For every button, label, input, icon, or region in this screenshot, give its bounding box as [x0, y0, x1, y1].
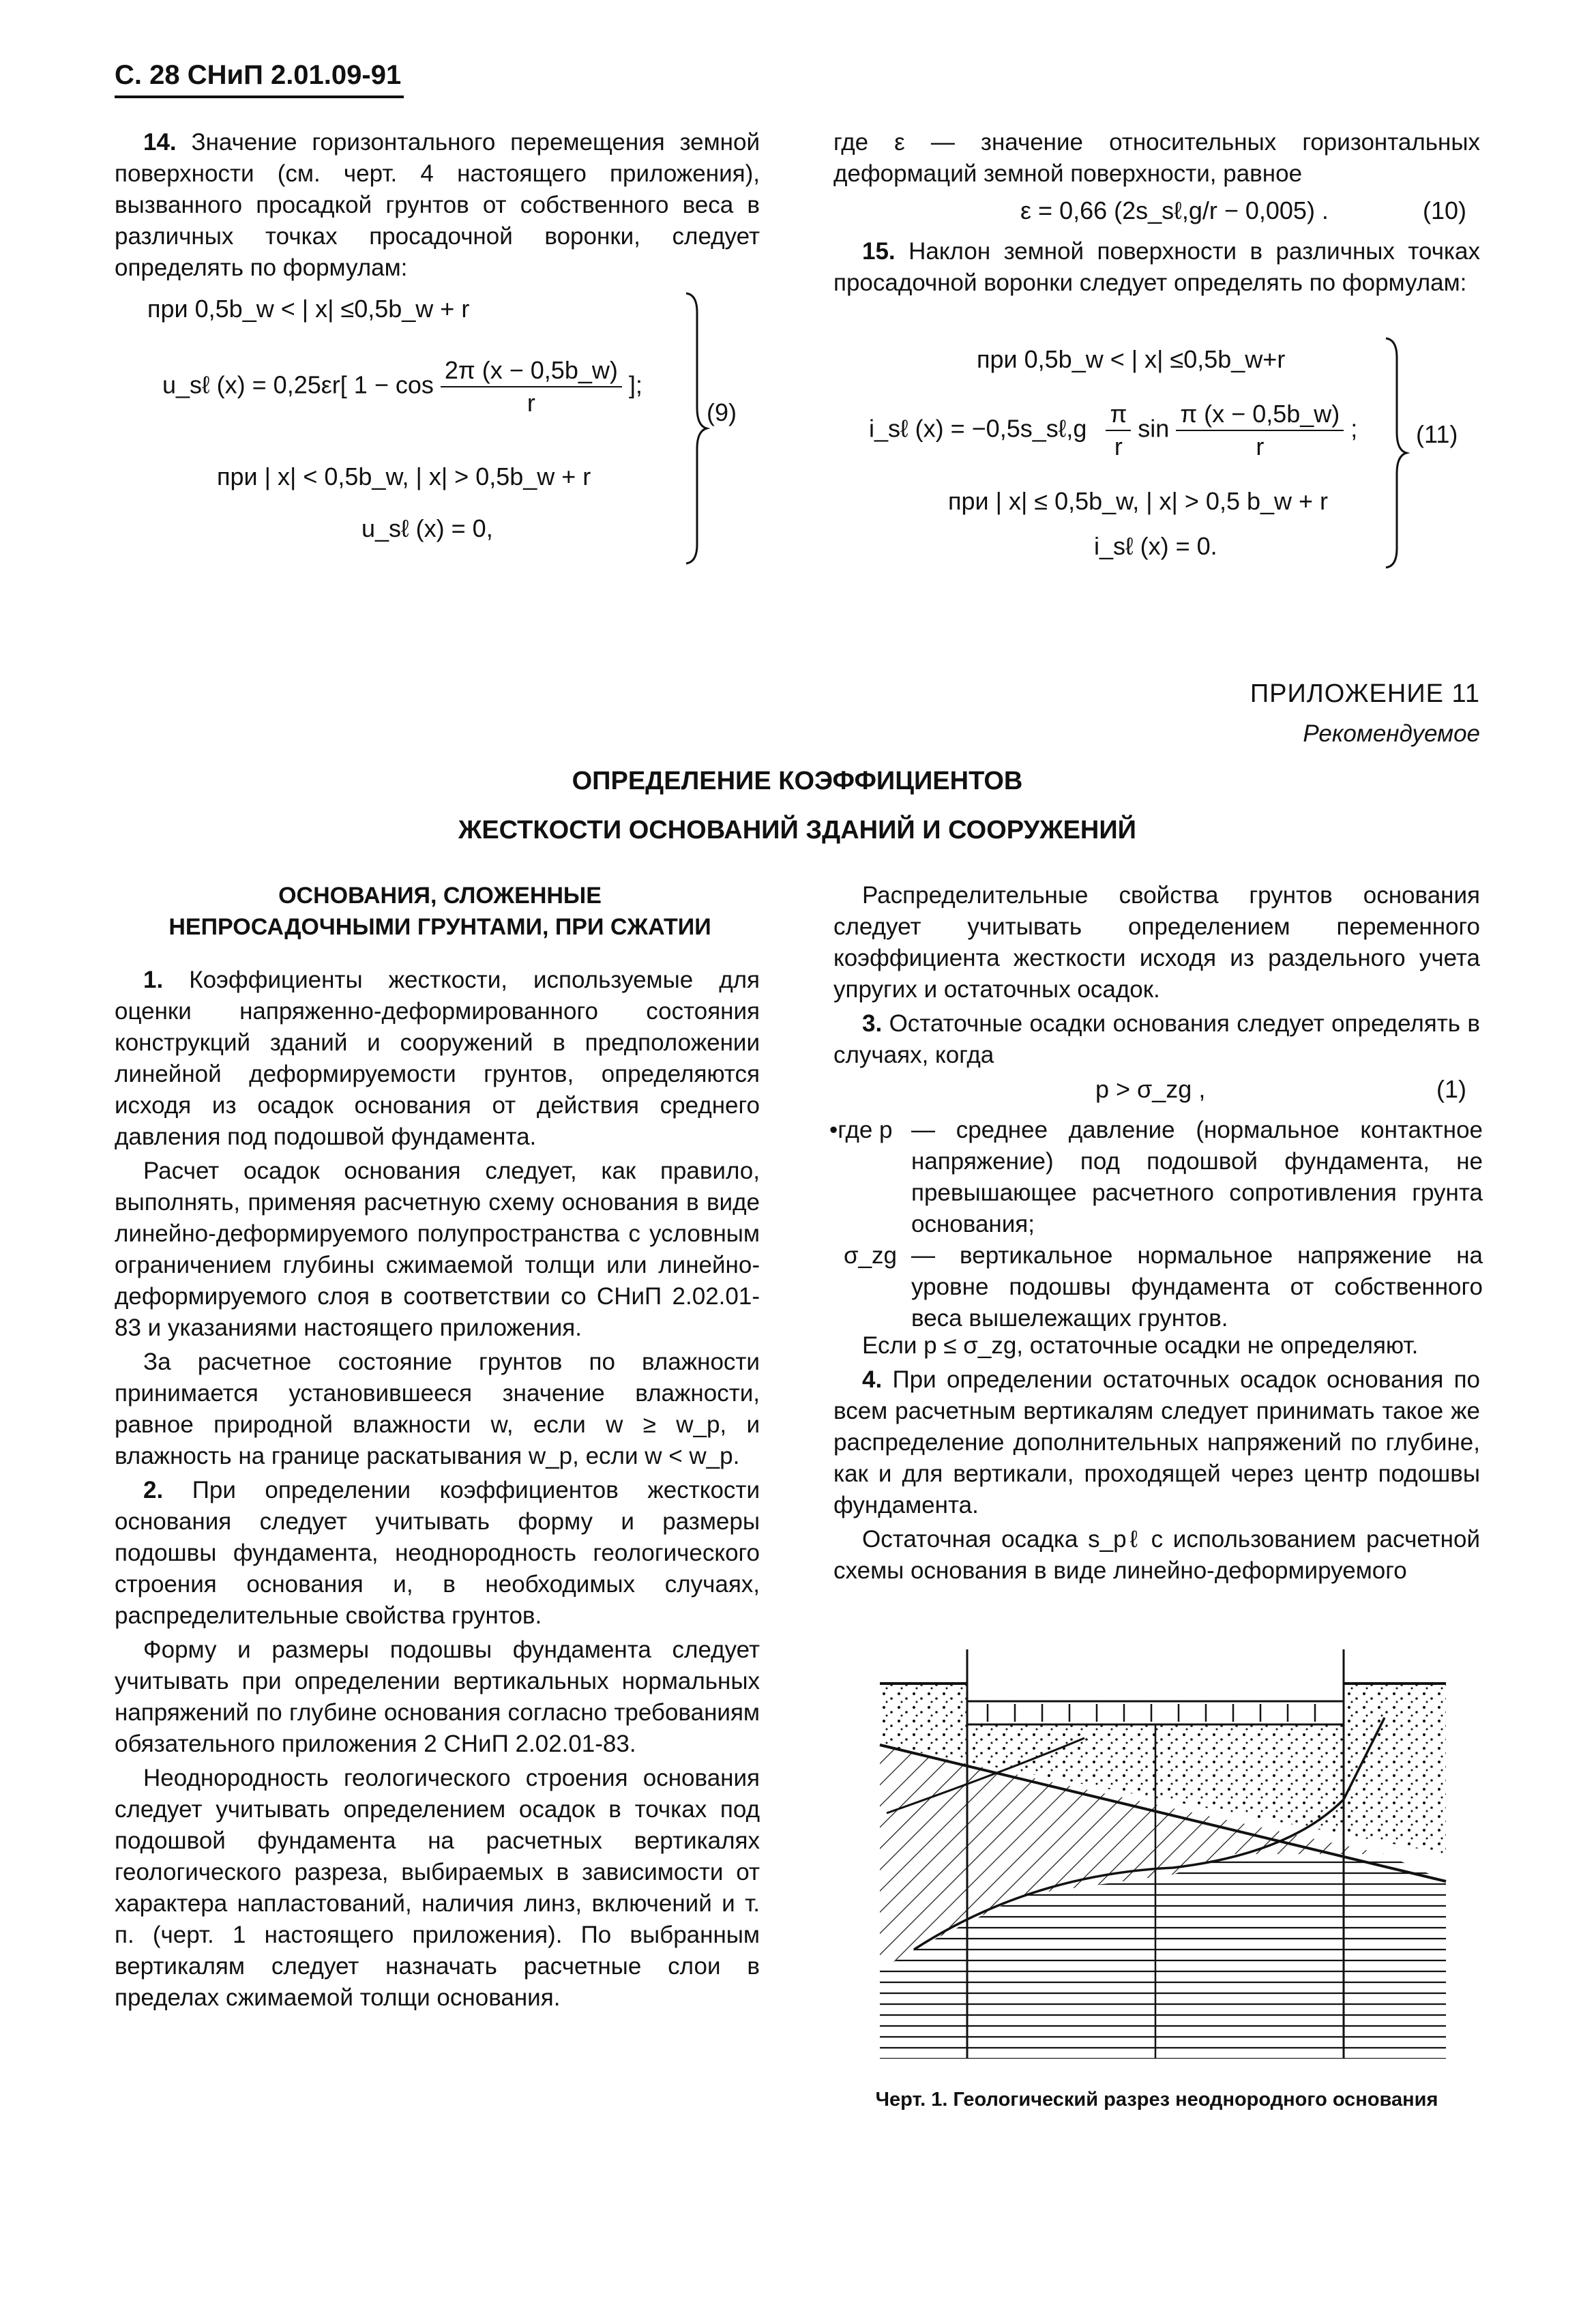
- formula-11-zero: [1094, 531, 1217, 562]
- paragraph-text: где ε — значение относительных горизонтальных деформаций земной поверхности, равное: [833, 129, 1480, 187]
- definition-text: — среднее давление (нормальное контактное напряжение) под подошвой фундамента, не превышающее расчетного сопротивления грунта основания;: [911, 1117, 1483, 1237]
- paragraph-number: 14.: [143, 129, 177, 156]
- formula-number: (11): [1416, 420, 1458, 448]
- left-column-body: [115, 965, 760, 2014]
- formula-11-condition-2: [948, 486, 1328, 517]
- formula-11-brace: [1383, 337, 1410, 569]
- paragraph-14: [115, 127, 760, 284]
- page-header: [115, 60, 401, 91]
- appendix-status-text: Рекомендуемое: [1303, 720, 1480, 747]
- appendix-number: ПРИЛОЖЕНИЕ 11: [1250, 679, 1480, 708]
- formula-9-brace: [683, 292, 711, 565]
- formula-9-condition-2: [217, 461, 591, 493]
- formula-text: u_sℓ (x) = 0,: [361, 514, 493, 542]
- epsilon-definition: [833, 127, 1480, 190]
- formula-fraction: [441, 355, 622, 419]
- definition-text: — вертикальное нормальное напряжение на уровне подошвы фундамента от собственного веса вышележащих грунтов.: [911, 1242, 1483, 1332]
- definition-term: •где p: [829, 1117, 893, 1143]
- paragraph-15: [833, 236, 1480, 299]
- formula-fraction-pi-r: [1106, 398, 1131, 462]
- formula-10: [1020, 195, 1329, 226]
- header-rule: [115, 95, 404, 98]
- formula-text: i_sℓ (x) = 0.: [1094, 532, 1217, 560]
- paragraph-text: При определении коэффициентов жесткости основания следует учитывать форму и размеры подошвы фундамента, неоднородность геологического строения основания и, в необходимых случаях, распределительные свойства грунтов.: [115, 1477, 760, 1629]
- formula-number: (1): [1436, 1075, 1466, 1103]
- formula-fraction: [1176, 398, 1344, 462]
- title-text: ОПРЕДЕЛЕНИЕ КОЭФФИЦИЕНТОВ: [572, 767, 1023, 795]
- formula-11-condition-1: [977, 344, 1285, 375]
- paragraph-number: 2.: [143, 1477, 164, 1503]
- appendix-title-line-1: [115, 767, 1480, 796]
- paragraph-4-residual: [833, 1364, 1480, 1521]
- fraction-numerator: π (x − 0,5b_w): [1176, 398, 1344, 431]
- section-heading-text: ОСНОВАНИЯ, СЛОЖЕННЫЕ НЕПРОСАДОЧНЫМИ ГРУНТАМИ, ПРИ СЖАТИИ: [168, 883, 711, 940]
- appendix-status: [1187, 720, 1480, 748]
- definitions-list: [829, 1115, 1483, 1334]
- formula-lhs: u_sℓ (x) = 0,25εr[ 1 − cos: [162, 370, 434, 399]
- paragraph-if-p: Если p ≤ σ_zg, остаточные осадки не определяют.: [862, 1332, 1419, 1359]
- formula-9-label: [707, 397, 737, 428]
- formula-text: при | x| ≤ 0,5b_w, | x| > 0,5 b_w + r: [948, 487, 1329, 515]
- paragraph-text: Остаточные осадки основания следует определять в случаях, когда: [833, 1010, 1480, 1068]
- formula-text: p > σ_zg ,: [1095, 1075, 1206, 1103]
- definition-term: σ_zg: [843, 1242, 898, 1269]
- definition-p: [829, 1115, 1483, 1240]
- paragraph-text: Значение горизонтального перемещения земной поверхности (см. черт. 4 настоящего приложения), вызванного просадкой грунтов от собственного веса в различных точках просадочной воронки, следует определять по формулам:: [115, 129, 760, 281]
- paragraph-number: 1.: [143, 967, 164, 993]
- formula-9-zero: [361, 513, 493, 544]
- right-column-body-bottom: [833, 1330, 1480, 1587]
- section-heading: [157, 880, 723, 943]
- formula-11-label: [1416, 419, 1458, 450]
- figure-caption-text: Черт. 1. Геологический разрез неоднородного основания: [875, 2089, 1438, 2111]
- formula-sin: sin: [1138, 414, 1170, 443]
- formula-10-label: [1423, 195, 1466, 226]
- right-column-body-top: [833, 880, 1480, 1071]
- fraction-denominator: r: [527, 389, 535, 417]
- formula-9-main: [162, 355, 642, 419]
- paragraph-text: При определении остаточных осадок основания по всем расчетным вертикалям следует принимать такое же распределение дополнительных напряжений по глубине, как и для вертикали, проходящей через центр подошвы фундамента.: [833, 1366, 1480, 1518]
- paragraph-5: Форму и размеры подошвы фундамента следует учитывать при определении вертикальных нормальных напряжений по глубине основания согласно требованиям обязательного приложения 2 СНиП 2.02.01-83.: [115, 1636, 760, 1757]
- formula-text: ε = 0,66 (2s_sℓ,g/r − 0,005) .: [1020, 196, 1329, 224]
- page-reference: С. 28 СНиП 2.01.09-91: [115, 60, 402, 90]
- paragraph-4: [115, 1475, 760, 1632]
- paragraph-2: Расчет осадок основания следует, как правило, выполнять, применяя расчетную схему основания в виде линейно-деформируемого полупространства с условным ограничением глубины сжимаемой толщи или линейно-деформируемого слоя в соответствии со СНиП 2.02.01-83 и указаниями настоящего приложения.: [115, 1158, 760, 1341]
- formula-tail: ];: [628, 370, 642, 399]
- formula-text: при | x| < 0,5b_w, | x| > 0,5b_w + r: [217, 462, 591, 490]
- formula-number: (9): [707, 398, 737, 426]
- fraction-denominator: r: [1256, 432, 1265, 460]
- paragraph-residual-settlement: Остаточная осадка s_pℓ с использованием расчетной схемы основания в виде линейно-деформируемого: [833, 1526, 1480, 1584]
- formula-11-main: [869, 398, 1357, 462]
- formula-semicolon: ;: [1350, 414, 1358, 443]
- geological-section-figure: [866, 1649, 1466, 2072]
- formula-1: [1095, 1074, 1205, 1105]
- appendix-title-line-2: [115, 816, 1480, 845]
- formula-1-label: [1436, 1074, 1466, 1105]
- formula-text: при 0,5b_w < | x| ≤0,5b_w+r: [977, 345, 1286, 373]
- paragraph-3: За расчетное состояние грунтов по влажности принимается установившееся значение влажности, равное природной влажности w, если w ≥ w_p, и влажность на границе раскатывания w_p, если w < w_p.: [115, 1349, 760, 1469]
- formula-text: при 0,5b_w < | x| ≤0,5b_w + r: [147, 295, 470, 323]
- paragraph-3-residual: [833, 1008, 1480, 1071]
- paragraph-distribution: Распределительные свойства грунтов основания следует учитывать определением переменного коэффициента жесткости исходя из раздельного учета упругих и остаточных осадок.: [833, 882, 1480, 1003]
- formula-lhs: i_sℓ (x) = −0,5s_sℓ,g: [869, 414, 1087, 443]
- formula-9-condition-1: [147, 293, 469, 325]
- formula-number: (10): [1423, 196, 1467, 224]
- paragraph-number: 15.: [862, 238, 896, 265]
- fraction-denominator: r: [1114, 432, 1123, 460]
- paragraph-text: Наклон земной поверхности в различных точках просадочной воронки следует определять по формулам:: [833, 238, 1480, 296]
- appendix-label: [1187, 679, 1480, 709]
- paragraph-6: Неоднородность геологического строения основания следует учитывать определением осадок в точках под подошвой фундамента на расчетных вертикалях геологического разреза, выбираемых в зависимости от характера напластований, наличия линз, включений и т. п. (черт. 1 настоящего приложения). По выбранным вертикалям следует назначать расчетные слои в пределах сжимаемой толщи основания.: [115, 1765, 760, 2011]
- fraction-numerator: 2π (x − 0,5b_w): [441, 355, 622, 387]
- paragraph-text: Коэффициенты жесткости, используемые для оценки напряженно-деформированного состояния конструкций зданий и сооружений в предположении линейной деформируемости грунтов, определяются исходя из осадок основания от действия среднего давления под подошвой фундамента.: [115, 967, 760, 1150]
- paragraph-number: 4.: [862, 1366, 883, 1393]
- paragraph-1: [115, 965, 760, 1153]
- definition-sigma-zg: [829, 1240, 1483, 1334]
- figure-caption: [833, 2086, 1480, 2113]
- title-text: ЖЕСТКОСТИ ОСНОВАНИЙ ЗДАНИЙ И СООРУЖЕНИЙ: [458, 816, 1136, 844]
- fraction-numerator: π: [1106, 398, 1131, 431]
- paragraph-number: 3.: [862, 1010, 883, 1037]
